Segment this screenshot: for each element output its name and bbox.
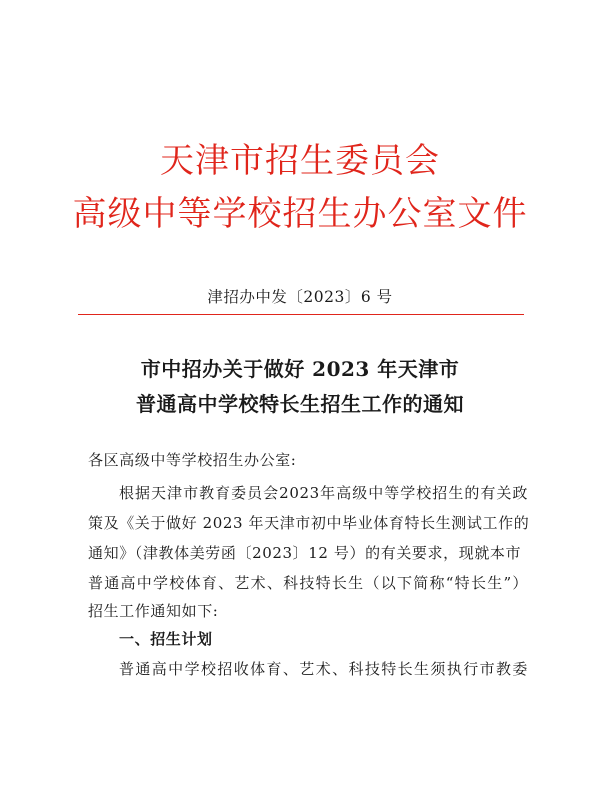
notice-heading-line-1: 市中招办关于做好 2023 年天津市 (140, 357, 460, 381)
paragraph-line: 普通高中学校体育、艺术、科技特长生（以下简称“特长生”） (88, 574, 528, 592)
paragraph-line: 策及《关于做好 2023 年天津市初中毕业体育特长生测试工作的 (88, 514, 530, 532)
issuer-title-line-2: 高级中等学校招生办公室文件 (72, 194, 528, 234)
red-divider-line (78, 314, 524, 315)
salutation: 各区高级中等学校招生办公室: (88, 451, 297, 469)
section-heading: 一、招生计划 (119, 630, 213, 648)
issuer-title-line-1: 天津市招生委员会 (160, 141, 440, 181)
paragraph-line: 普通高中学校招收体育、艺术、科技特长生须执行市教委 (119, 660, 528, 678)
paragraph-line: 根据天津市教育委员会2023年高级中等学校招生的有关政 (119, 484, 528, 502)
notice-heading-line-2: 普通高中学校特长生招生工作的通知 (136, 392, 464, 416)
document-number: 津招办中发〔2023〕6 号 (207, 288, 393, 306)
paragraph-line: 通知》（津教体美劳函〔2023〕12 号）的有关要求，现就本市 (88, 544, 522, 562)
paragraph-line: 招生工作通知如下: (88, 602, 219, 620)
